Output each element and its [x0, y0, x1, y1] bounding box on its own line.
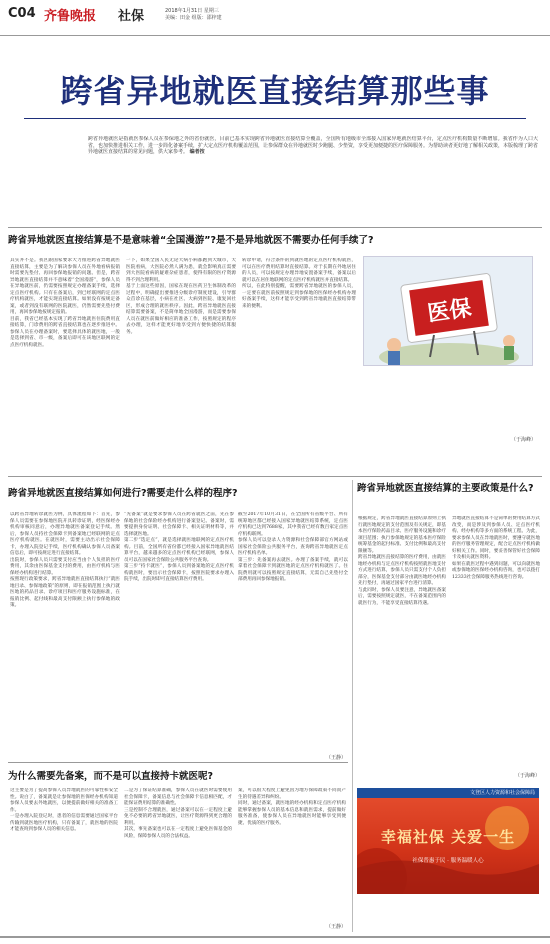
section-name: 社保 — [118, 9, 145, 24]
q1-col1: 其实并不是。我区跟国家要求大力推进跨省异地就医直接结算，主要是为了解决参保人员在外地看病报销时需要先垫付、再回参保地报销的问题。但是，跨省异地就医直接结算并不意味着“全国漫游”，参保人员在异地就医前，仍需要按照规定办理备案手续，选择定点医疗机构。只有在备案后，到已经联网的定点医疗机构就医，才能实现直接结算。如果没有按规定备案，或者到没有联网的医院就医，仍然需要先垫付费用，再回参保地按规定报销。 目前，我省已经基本实现了跨省异地就医住院费用直接结算，门诊费用的跨省直接结算也在逐步推进中。参保人员在办理备案时，要选择具体的就医地，一般是选择到省、市一级，备案后即可在该地区联网的定点医疗机构就医。 — [10, 258, 120, 348]
insurance-sign-graphic — [364, 257, 533, 366]
intro-text — [88, 136, 538, 156]
q1-byline: （于海峰） — [510, 437, 536, 443]
q3-col1: 根据规定，跨省异地就医直接结算原则上执行就医地规定的支付范围及有关规定，即基本医疗保险药品目录、医疗服务设施和诊疗项目范围；执行参保地规定的基本医疗保险统筹基金的起付标准、支付比例和最高支付限额等。 跨省异地就医直接结算的医疗费用，由就医地经办机构与定点医疗机构按照就医地支付方式进行结算，参保人员只需支付个人负担部分，医保基金支付部分由就医地经办机构先行垫付，再通过国家平台进行清算。 与此同时，参保人员要注意，异地就医备案后，需要按照规定就医，不在备案范围内的就医行为，不能享受直接结算待遇。 — [358, 516, 446, 606]
q1-rule — [8, 227, 542, 228]
q2-title: 跨省异地就医直接结算如何进行?需要走什么样的程序? — [8, 488, 238, 499]
q4-rule — [8, 762, 348, 763]
editor-text: 美编：田金 组版：邵梓建 — [165, 15, 222, 21]
q3-byline: （于海峰） — [514, 773, 540, 779]
ad-subtitle: 社保普惠于民 · 服务温暖人心 — [412, 858, 484, 864]
q2-byline: （王静） — [325, 755, 346, 761]
q3-title-box — [357, 482, 542, 495]
q4-byline: （王静） — [325, 924, 346, 930]
ad-top-bar — [357, 788, 539, 798]
q2-rule — [8, 476, 542, 477]
q3-title: 跨省异地就医直接结算的主要政策是什么? — [357, 483, 534, 494]
q2-col3: 截至2017年10月31日，在全国所有省级平台、所有统筹地区都已经接入国家异地就医结算系统，定点医疗机构已达到7688家，其中我省已经有数百家定点医疗机构联网。 参保人员可以登录人力资源和社会保障部官方网站或国家社会保险公共服务平台，查询跨省异地就医定点医疗机构名单。 第三步：先备案再去就医。办理了备案手续，就可以拿着社会保障卡到就医地的定点医疗机构就医了。住院费用就可以按照规定直接结算，无需自己先垫付全部费用再回参保地报销。 — [238, 512, 348, 582]
q1-col2: 一下，如果全国人民无论大病小病都跑到大城市，大医院看病，大医院必然人满为患，就会影响真正需要到大医院看病的疑难杂症患者，使得有限的医疗资源得不到合理利用。 基于上面这些原因，国家在现在医药卫生体制改革的过程中，明确提出要推进分级诊疗制度建设，引导群众首诊在基层，小病在社区、大病到医院、康复回社区，形成合理的就医秩序。因此，跨省异地就医直接结算需要备案，不是简单地全国漫游，而是需要参保人员在就医前做好相应的准备工作，按照规定的程序去办理，这样才能更好地享受到方便快捷的结算服务。 — [126, 258, 236, 335]
q2-col1: 以跨省异地转诊就医为例，具体流程如下：首先，参保人员需要在参保地医院开具转诊证明，经医保经办机构审核同意后，办理异地就医备案登记手续。然后，参保人员持社会保障卡到备案地已经联网的定点医疗机构就医。在就医时，需要主动出示社会保障卡，办理入院登记手续，医疗机构确认参保人员备案信息后，即可按规定进行直接结算。 出院时，参保人员只需要支付应当由个人负担的医疗费用，其余由医保基金支付的费用，由医疗机构与医保经办机构进行结算。 按照现行政策要求，跨省异地就医直接结算执行“就医地目录、参保地政策”的原则，即在报销范围上执行就医地的药品目录、诊疗项目和医疗服务设施标准，在报销比例、起付线和最高支付限额上执行参保地的政策。 — [10, 512, 120, 608]
q2-col2: “先备案”就是要求参保人员在跨省就医之前，先在参保地的社会保险经办机构进行备案登记。备案时，需要提供身份证明、社会保障卡、相关证明材料等，并选择就医地。 第二步“选定点”，就是选择就医地联网的定点医疗机构。目前，全国所有省份都已经接入国家异地就医结算平台，越来越多的定点医疗机构已经联网，参保人员可以在国家社会保险公共服务平台查询。 第三步“持卡就医”，参保人员到备案地的定点医疗机构就医时，要出示社会保障卡，按照医院要求办理入院手续，出院时即可直接结算医疗费用。 — [124, 512, 234, 582]
q3-col2: 异地就医直接结算不是简单的费用结算方式改变，而是涉及到参保人员、定点医疗机构、经办机构等多方面的系统工程。为此，要求参保人员在异地就医时，要遵守就医地的医疗服务管理规定，配合定点医疗机构做好相关工作。同时，要妥善保管好社会保障卡及相关就医资料。 如果在就医过程中遇到问题，可以向就医地或参保地的医保经办机构咨询，也可以拨打12333社会保障服务热线进行咨询。 — [452, 516, 540, 580]
q1-col3: 转诊申请，符合条件的到就医地的定点医疗机构就医，可以在医疗费用结算时直接结算。对于长期在外地居住的人员，可以按规定办理异地安置备案手续，备案以后就可以在居住地联网的定点医疗机构就医并直接结算。 所以，在此特别提醒，需要跨省异地就医的参保人员，一定要在就医前按照规定到参保地的医保经办机构办理好备案手续，这样才能享受到跨省异地就医直接结算带来的便利。 — [242, 258, 356, 309]
intro-label: 编者按 — [189, 149, 205, 155]
ad-slogan: 幸福社保 关爱一生 — [380, 828, 516, 846]
q4-col3: 案，可以很大程度上避免因为地方保障政策不同而产生的待遇差异和纠纷。 同时，通过备案，就医地的经办机构和定点医疗机构能够掌握参保人员的基本信息和就医需求，提前做好服务准备，使参保人员在异地就医时能够享受到便捷、优质的医疗服务。 — [238, 788, 346, 826]
page-bottom-rule — [0, 936, 550, 938]
q4-col1: 这主要是为了提高参保人员异地就医的可靠性和安全性。说白了，备案就是让参保地的医保经办机构知道参保人员要去外地就医，以便提前做好相关的准备工作。 一是办理入院登记时，患者的信息需要通过国家平台传输到就医地医疗机构，只有备案了，就医地的医院才能查询到参保人员的相关信息。 — [10, 788, 118, 832]
page-number: C04 — [8, 6, 36, 21]
headline-rule — [24, 118, 526, 119]
newspaper-logo: 齐鲁晚报 — [44, 9, 97, 24]
advertisement-banner — [357, 798, 539, 894]
q4-title: 为什么需要先备案，而不是可以直接持卡就医呢? — [8, 771, 214, 782]
headline: 跨省异地就医直接结算那些事 — [60, 72, 490, 110]
q1-title: 跨省异地就医直接结算是不是意味着“全国漫游”?是不是异地就医不需要办任何手续了? — [8, 235, 374, 246]
date-line — [165, 8, 222, 22]
date-text: 2018年1月31日 星期三 — [165, 8, 219, 14]
q4-col2: 二是为了保证结算准确，参保人员在就医时需要使用社会保障卡，备案信息与社会保障卡信息相匹配，才能保证费用结算的准确性。 三是控制不合理就医，通过备案可以在一定程度上避免不必要的跨省异地就医，让医疗资源得到更合理的利用。 其次，事先备案也可以在一定程度上避免医保基金的风险，保障参保人员的合法权益。 — [124, 788, 232, 839]
intro-body: 跨省异地就医是指就医参保人员在参保地之外的省份就医，目前已基本实现跨省异地就医直接结算全覆盖，全国所有地级市全部接入国家异地就医结算平台，定点医疗机构数量不断增加。我省作为人口大省，也加快推进相关工作，进一步简化备案手续，扩大定点医疗机构覆盖范围，让参保群众在异地就医时少跑腿、少垫资，享受更加便捷的医疗保障服务。为帮助读者更好地了解相关政策，本版梳理了跨省异地就医直接结算的常见问题，供大家参考。 — [88, 136, 538, 155]
column-divider — [352, 480, 353, 932]
sign-text: 医保 — [425, 296, 474, 327]
health-insurance-illustration — [363, 256, 533, 366]
ad-org-name: 文登区人力资源和社会保障局 — [469, 790, 535, 796]
